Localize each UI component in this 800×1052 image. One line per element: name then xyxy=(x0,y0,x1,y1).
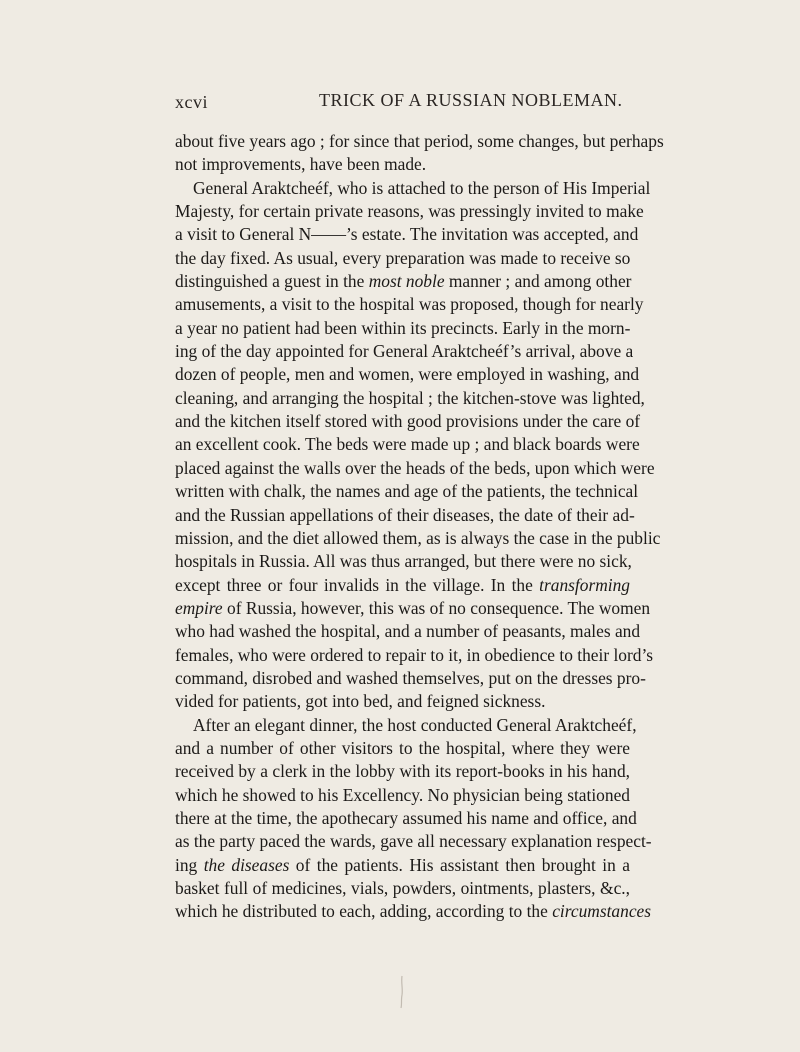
text-line: as the party paced the wards, gave all necessary explanation respect- xyxy=(175,831,652,852)
text-line: and the Russian appellations of their diseases, the date of their ad- xyxy=(175,504,635,525)
text-line: hospitals in Russia. All was thus arranged, but there were no sick, xyxy=(175,551,632,572)
text-line: command, disrobed and washed themselves, put on the dresses pro- xyxy=(175,667,646,688)
text-line: an excellent cook. The beds were made up ; and black boards were xyxy=(175,434,640,455)
text-fragment: except three or four invalids in the village. In the xyxy=(175,574,533,595)
text-line: basket full of medicines, vials, powders, ointments, plasters, &c., xyxy=(175,878,630,898)
text-line: amusements, a visit to the hospital was proposed, though for nearly xyxy=(175,294,644,315)
text-line: written with chalk, the names and age of the patients, the technical xyxy=(175,481,639,502)
text-fragment: which he distributed to each, adding, according to the xyxy=(175,901,548,922)
text-line: mission, and the diet allowed them, as is always the case in the public xyxy=(175,527,661,548)
italic-text: transforming xyxy=(539,574,630,595)
text-fragment: of Russia, however, this was of no consequence. The women xyxy=(222,597,651,618)
page-number: xcvi xyxy=(175,92,208,112)
text-line: a year no patient had been within its precincts. Early in the morn- xyxy=(175,317,631,338)
text-line xyxy=(175,597,651,620)
body-text xyxy=(175,130,664,924)
text-line: about five years ago ; for since that period, some changes, but perhaps xyxy=(175,131,664,151)
text-line: placed against the walls over the heads of the beds, upon which were xyxy=(175,457,655,478)
text-line xyxy=(175,270,630,293)
text-line xyxy=(175,574,630,597)
text-line: females, who were ordered to repair to it, in obedience to their lord’s xyxy=(175,644,654,665)
text-line: vided for patients, got into bed, and feigned sickness. xyxy=(175,691,546,712)
ink-blemish-mark xyxy=(399,975,405,1009)
page-header xyxy=(175,90,630,120)
text-line: who had washed the hospital, and a number of peasants, males and xyxy=(175,621,641,642)
text-line: cleaning, and arranging the hospital ; the kitchen-stove was lighted, xyxy=(175,387,645,408)
text-line: Majesty, for certain private reasons, was pressingly invited to make xyxy=(175,201,644,222)
italic-text: circumstances xyxy=(552,901,652,922)
text-line xyxy=(175,900,652,923)
text-line: received by a clerk in the lobby with its report-books in his hand, xyxy=(175,761,630,782)
text-line: the day fixed. As usual, every preparation was made to receive so xyxy=(175,247,631,268)
running-title: TRICK OF A RUSSIAN NOBLEMAN. xyxy=(319,90,623,110)
paragraph-first-line: General Araktcheéf, who is attached to the person of His Imperial xyxy=(193,177,651,198)
text-line: there at the time, the apothecary assumed his name and office, and xyxy=(175,807,637,828)
italic-text: most noble xyxy=(368,271,445,292)
italic-text: empire xyxy=(175,597,223,618)
text-line: and a number of other visitors to the hospital, where they were xyxy=(175,737,630,758)
text-line: and the kitchen itself stored with good provisions under the care of xyxy=(175,411,641,432)
text-line: which he showed to his Excellency. No physician being stationed xyxy=(175,784,630,805)
text-line: a visit to General N——’s estate. The invitation was accepted, and xyxy=(175,224,639,245)
italic-text: the diseases xyxy=(203,854,290,875)
text-line: not improvements, have been made. xyxy=(175,154,427,175)
text-fragment: distinguished a guest in the xyxy=(175,271,365,292)
paragraph-first-line: After an elegant dinner, the host conducted General Araktcheéf, xyxy=(193,714,637,735)
text-fragment: of the patients. His assistant then brought in a xyxy=(289,854,630,875)
text-line: dozen of people, men and women, were employed in washing, and xyxy=(175,364,640,385)
text-fragment: ing xyxy=(175,854,198,875)
text-line xyxy=(175,854,630,877)
text-fragment: manner ; and among other xyxy=(444,271,632,292)
text-line: ing of the day appointed for General Araktcheéf’s arrival, above a xyxy=(175,341,634,362)
